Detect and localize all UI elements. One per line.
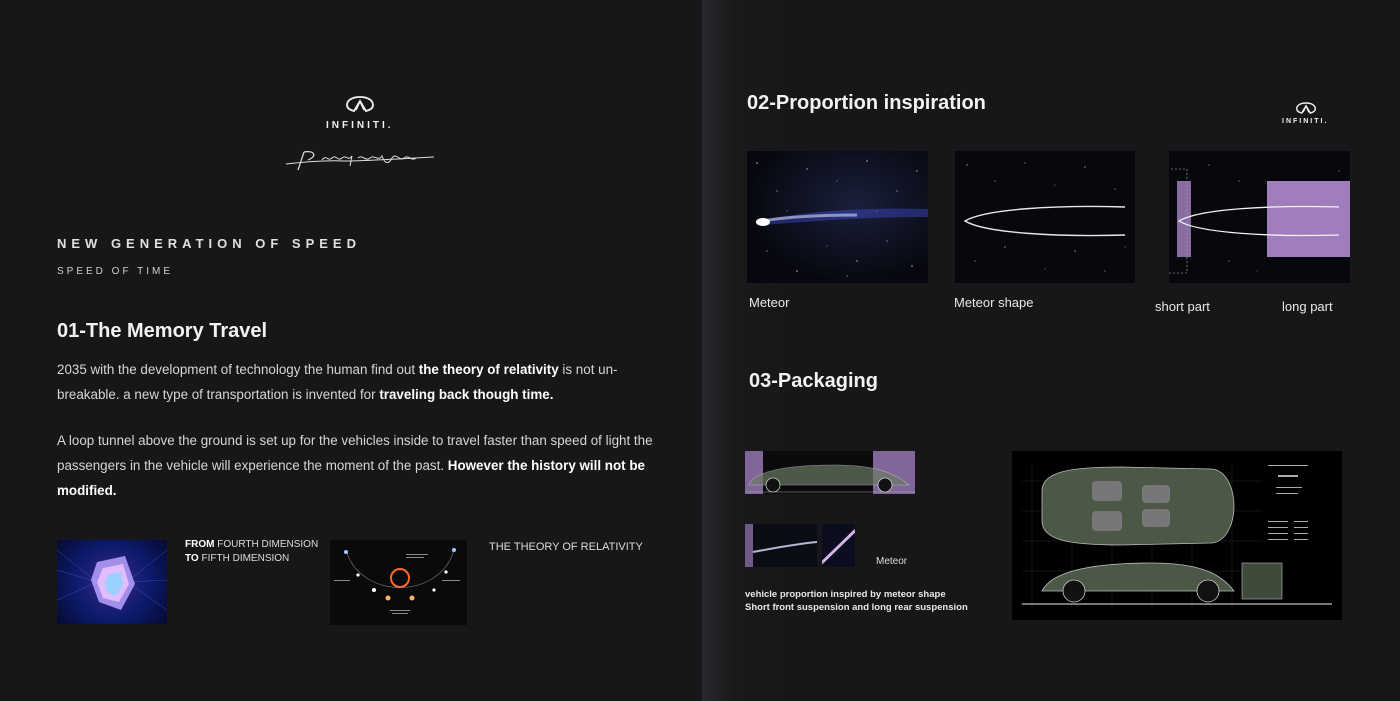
- para2-text-a: A loop tunnel above the ground is set up for the vehicles inside to travel faster than speed of light the passengers in the vehicle will experience the moment of the past.: [57, 433, 653, 473]
- prototype-signature: [284, 144, 440, 174]
- package-blueprint-image: [1012, 451, 1342, 620]
- long-part-label: long part: [1282, 299, 1333, 314]
- section2-title: 02-Proportion inspiration: [747, 92, 986, 114]
- brand-name-small: INFINITI.: [1282, 118, 1329, 125]
- paragraph-2: [57, 428, 657, 503]
- brand-name: INFINITI.: [326, 120, 394, 131]
- short-part-label: short part: [1155, 299, 1210, 314]
- packaging-meteor-thumb-2: [822, 524, 855, 567]
- relativity-diagram-image: [330, 540, 467, 625]
- proportion-parts-image: [1169, 151, 1350, 283]
- packaging-meteor-label: Meteor: [876, 556, 908, 567]
- packaging-note-2: Short front suspension and long rear suspension: [745, 602, 968, 613]
- meteor-shape-label: Meteor shape: [954, 295, 1034, 310]
- para1-bold-b: the theory of relativity: [418, 362, 559, 377]
- para1-text-a: 2035 with the development of technology the human find out: [57, 362, 419, 377]
- section1-title: 01-The Memory Travel: [57, 320, 268, 342]
- relativity-caption: THE THEORY OF RELATIVITY: [489, 541, 643, 553]
- paragraph-1: [57, 357, 657, 407]
- fifth-dimension: FIFTH DIMENSION: [198, 553, 290, 564]
- meteor-photo: [747, 151, 928, 283]
- infiniti-logo-small-icon: [1296, 102, 1316, 114]
- meteor-shape-image: [955, 151, 1135, 283]
- meteor-label: Meteor: [749, 295, 790, 310]
- dimension-caption: [185, 538, 325, 566]
- para1-text-c: is not un-breakable. a new type of transportation is invented for: [57, 362, 618, 402]
- sub-kicker: SPEED OF TIME: [57, 266, 174, 277]
- to-word: TO: [185, 553, 199, 564]
- fifth-dimension-image: [57, 540, 167, 624]
- packaging-note-1: vehicle proportion inspired by meteor shape: [745, 589, 946, 600]
- from-word: FROM: [185, 539, 215, 550]
- section3-title: 03-Packaging: [749, 370, 878, 392]
- kicker-title: NEW GENERATION OF SPEED: [57, 236, 361, 251]
- infiniti-logo-icon: [346, 96, 374, 112]
- para1-bold-d: traveling back though time.: [379, 387, 554, 402]
- packaging-meteor-thumb-1: [745, 524, 817, 567]
- para2-bold-b: However the history will not be modified.: [57, 458, 645, 498]
- fourth-dimension: FOURTH DIMENSION: [214, 539, 319, 550]
- packaging-side-view: [745, 451, 915, 494]
